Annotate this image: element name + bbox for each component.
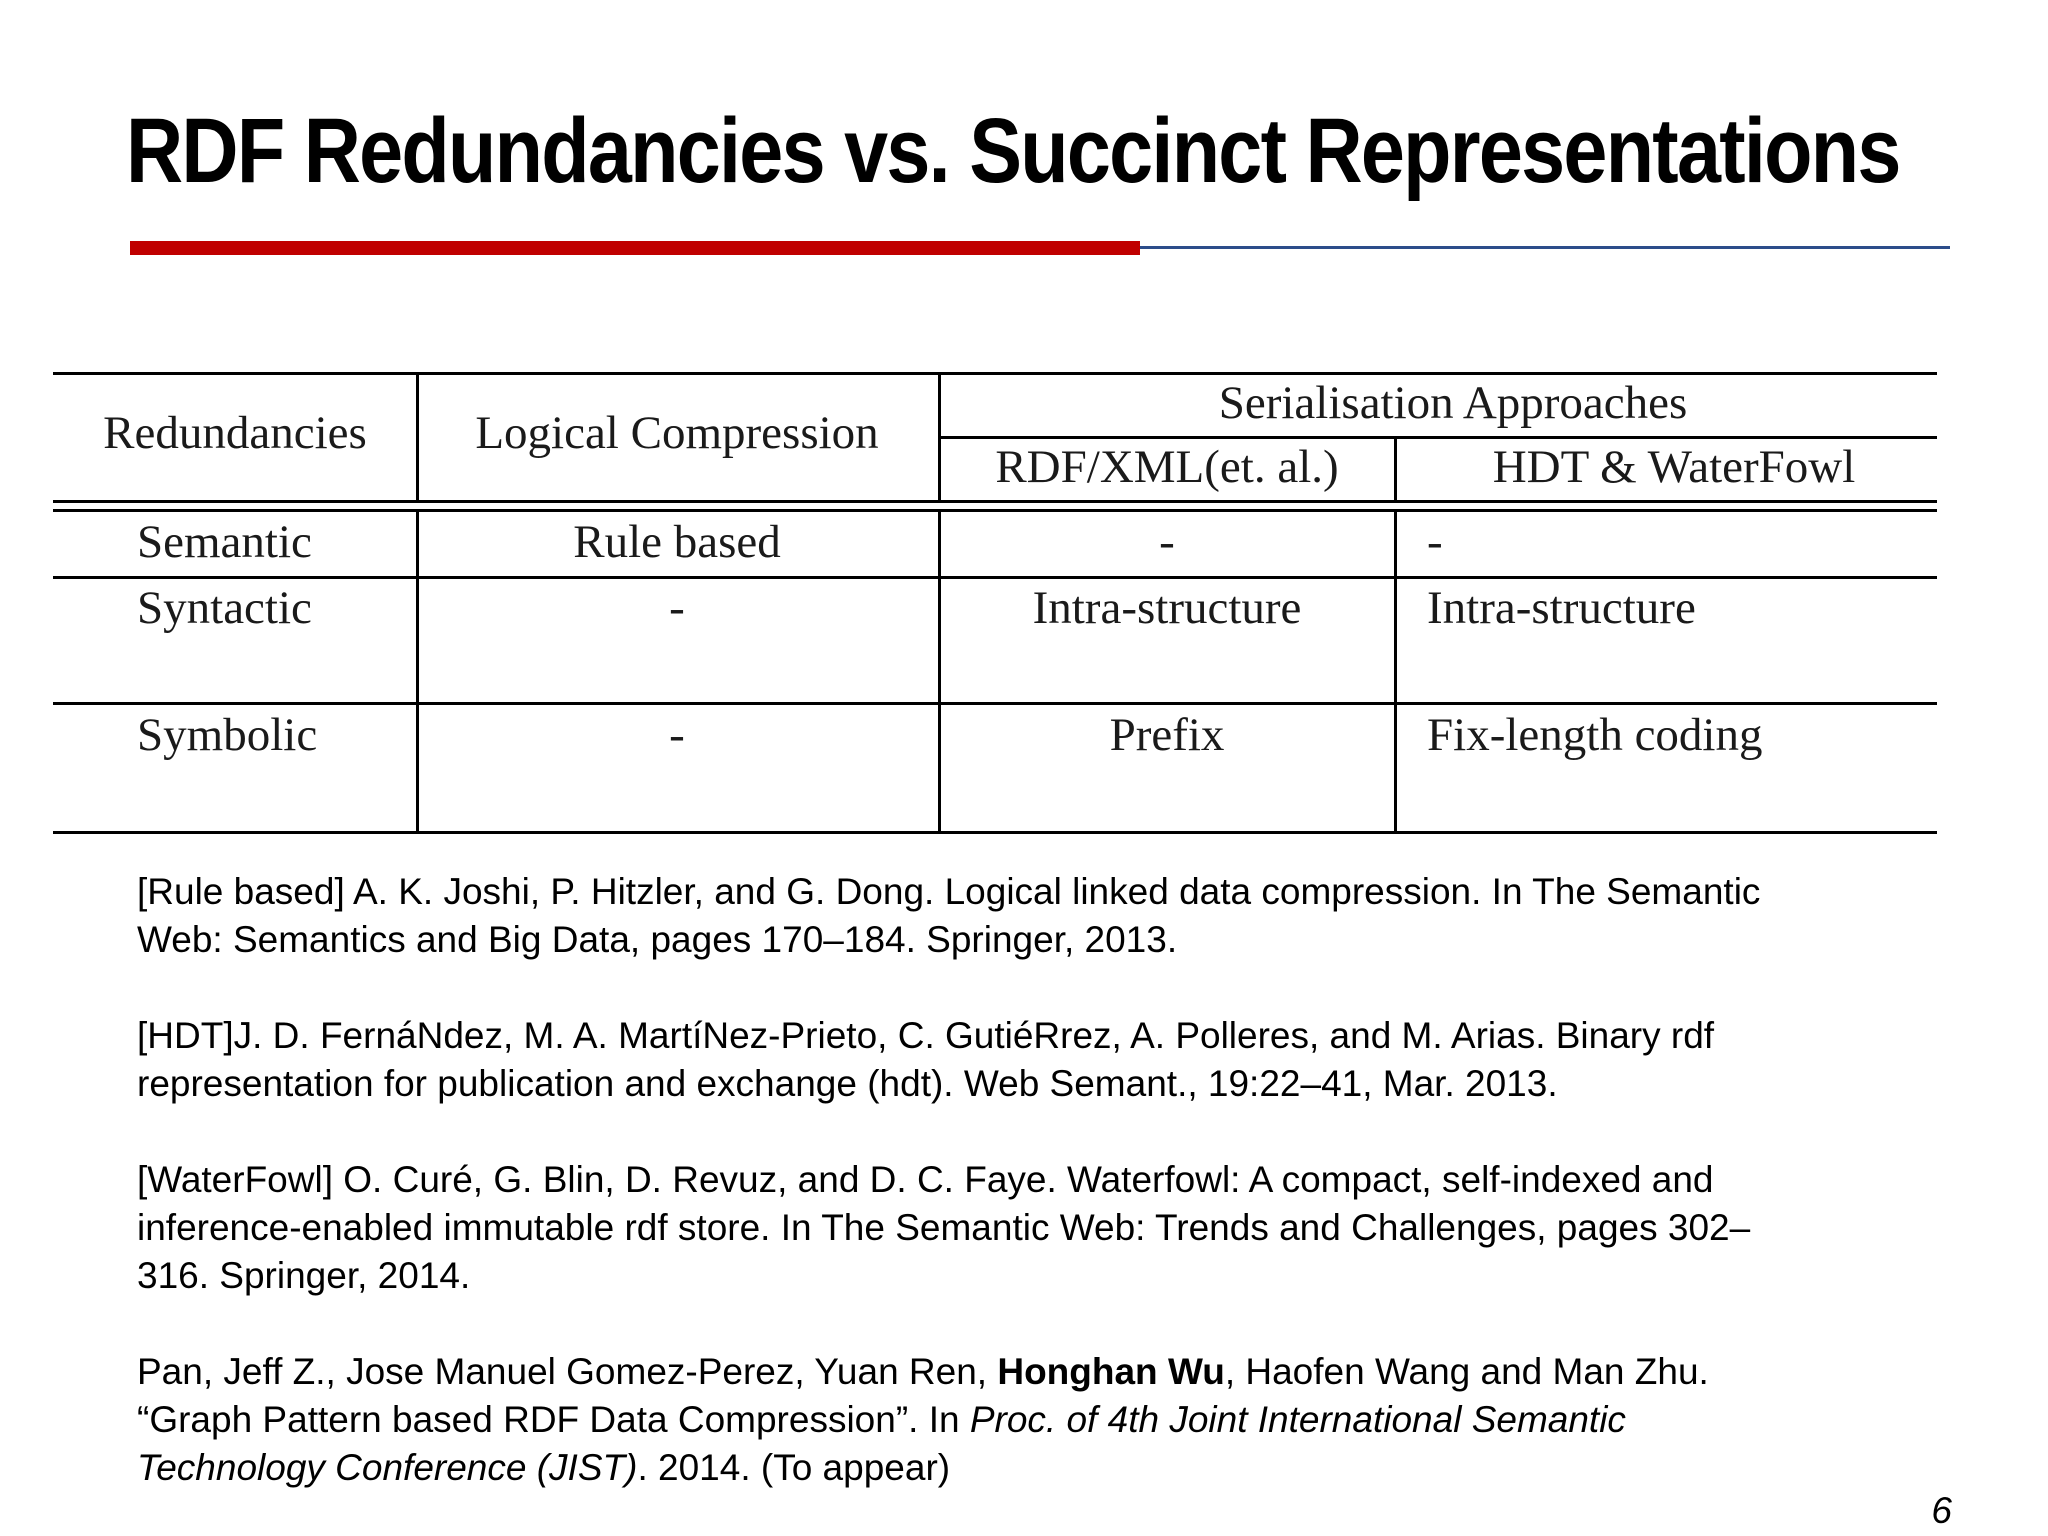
reference-line: Web: Semantics and Big Data, pages 170–184. Springer, 2013. (137, 919, 1178, 960)
reference-hdt (137, 1012, 1927, 1108)
cell-semantic: Semantic (137, 516, 312, 568)
cell-syntactic-rdfxml: Intra-structure (1032, 582, 1302, 634)
page-number: 6 (1931, 1490, 1952, 1531)
reference-tail: . 2014. (To appear) (637, 1447, 951, 1488)
reference-line: 316. Springer, 2014. (137, 1255, 471, 1296)
row-rule-1 (53, 576, 1937, 579)
reference-line: [Rule based] A. K. Joshi, P. Hitzler, and G. Dong. Logical linked data compression. In The Semantic (137, 871, 1761, 912)
reference-authors-pre: Pan, Jeff Z., Jose Manuel Gomez-Perez, Yuan Ren, (137, 1351, 998, 1392)
reference-authors-post: , Haofen Wang and Man Zhu. (1224, 1351, 1709, 1392)
cell-syntactic-logical: - (669, 582, 685, 634)
cell-syntactic-hdt: Intra-structure (1427, 582, 1696, 634)
cell-semantic-hdt: - (1427, 516, 1443, 568)
header-serialisation-approaches: Serialisation Approaches (1218, 377, 1688, 429)
header-logical-compression: Logical Compression (475, 407, 879, 459)
title-underline-blue (1140, 246, 1950, 249)
header-redundancies: Redundancies (103, 407, 367, 459)
cell-syntactic: Syntactic (137, 582, 312, 634)
header-sub-rule (940, 436, 1937, 439)
cell-symbolic-hdt: Fix-length coding (1427, 709, 1763, 761)
reference-line: [HDT]J. D. FernáNdez, M. A. MartíNez-Prieto, C. GutiéRrez, A. Polleres, and M. Arias. Binary rdf (137, 1015, 1715, 1056)
header-double-rule-2 (53, 509, 1937, 512)
table-bottom-rule (53, 831, 1937, 834)
cell-symbolic-rdfxml: Prefix (1109, 709, 1225, 761)
col-rule-3 (1394, 436, 1397, 500)
reference-venue: Technology Conference (JIST) (137, 1447, 638, 1488)
col-rule-1b (416, 509, 419, 834)
col-rule-2b (938, 509, 941, 834)
comparison-table (53, 372, 1937, 836)
slide-title: RDF Redundancies vs. Succinct Representations (126, 100, 1900, 202)
title-underline-red (130, 241, 1140, 255)
cell-semantic-rdfxml: - (1159, 516, 1175, 568)
reference-line: [WaterFowl] O. Curé, G. Blin, D. Revuz, and D. C. Faye. Waterfowl: A compact, self-indexed and (137, 1159, 1714, 1200)
row-rule-2 (53, 702, 1937, 705)
reference-line: representation for publication and exchange (hdt). Web Semant., 19:22–41, Mar. 2013. (137, 1063, 1558, 1104)
reference-venue: Proc. of 4th Joint International Semantic (969, 1399, 1626, 1440)
references (137, 868, 1927, 1492)
col-rule-1 (416, 372, 419, 500)
header-hdt-waterfowl: HDT & WaterFowl (1492, 441, 1856, 493)
table-top-rule (53, 372, 1937, 375)
cell-rule-based: Rule based (573, 516, 781, 568)
reference-graph-pattern (137, 1348, 1927, 1492)
reference-author-bold: Honghan Wu (997, 1351, 1225, 1392)
reference-title: “Graph Pattern based RDF Data Compression”. In (137, 1399, 970, 1440)
col-rule-2 (938, 372, 941, 500)
header-rdfxml: RDF/XML(et. al.) (995, 441, 1339, 493)
reference-line: inference-enabled immutable rdf store. In The Semantic Web: Trends and Challenges, pages 302– (137, 1207, 1751, 1248)
cell-symbolic: Symbolic (137, 709, 318, 761)
cell-symbolic-logical: - (669, 709, 685, 761)
header-double-rule-1 (53, 500, 1937, 503)
reference-waterfowl (137, 1156, 1927, 1300)
reference-rule-based (137, 868, 1927, 964)
col-rule-3b (1394, 509, 1397, 834)
